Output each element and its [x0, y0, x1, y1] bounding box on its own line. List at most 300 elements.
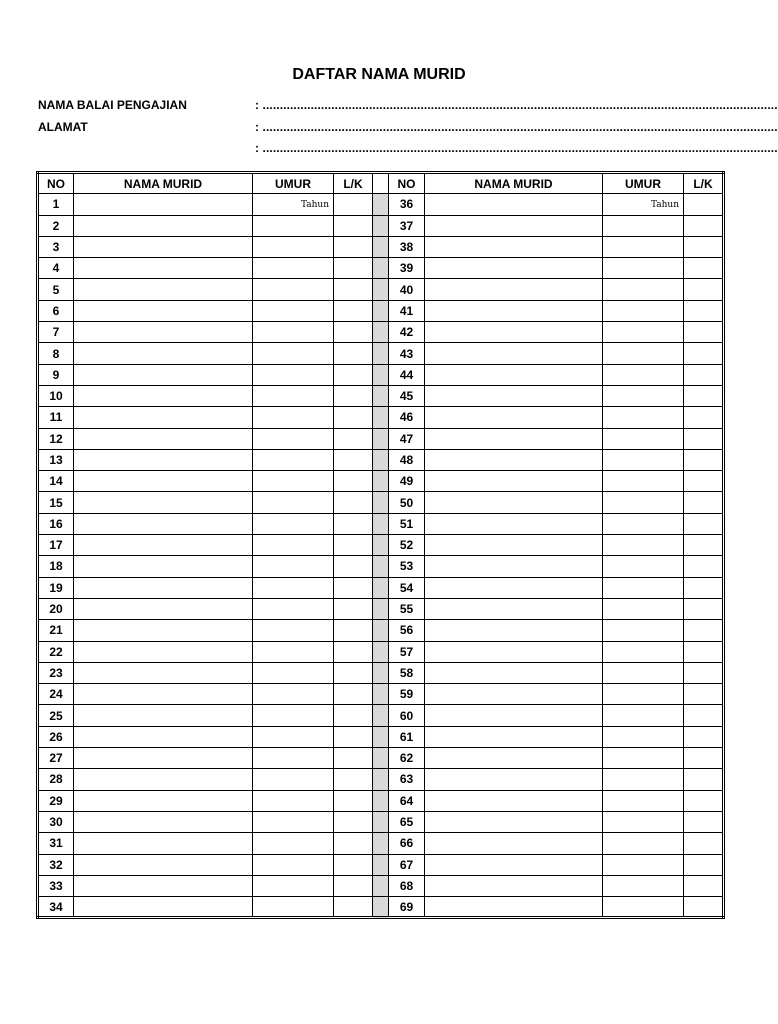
no-cell: 32 [38, 854, 74, 875]
gender-cell [684, 662, 724, 683]
table-header-row [38, 173, 724, 194]
gender-cell [684, 364, 724, 385]
no-cell: 52 [389, 535, 425, 556]
no-cell: 28 [38, 769, 74, 790]
gender-cell [684, 875, 724, 896]
name-cell [425, 279, 603, 300]
table-row [38, 513, 724, 534]
age-cell [253, 556, 334, 577]
separator-cell [373, 428, 389, 449]
no-cell: 47 [389, 428, 425, 449]
table-row [38, 662, 724, 683]
separator-cell [373, 215, 389, 236]
name-cell [425, 428, 603, 449]
gender-cell [684, 556, 724, 577]
gender-cell [684, 513, 724, 534]
no-cell: 65 [389, 811, 425, 832]
separator-cell [373, 535, 389, 556]
no-cell: 38 [389, 236, 425, 257]
separator-cell [373, 513, 389, 534]
age-cell [253, 279, 334, 300]
age-cell [253, 385, 334, 406]
separator-cell [373, 343, 389, 364]
separator-cell [373, 790, 389, 811]
table-row [38, 364, 724, 385]
name-cell [425, 194, 603, 215]
no-cell: 24 [38, 684, 74, 705]
name-cell [74, 513, 253, 534]
header-gender: L/K [334, 173, 373, 194]
name-cell [425, 258, 603, 279]
age-cell [603, 385, 684, 406]
name-cell [425, 449, 603, 470]
header-separator [373, 173, 389, 194]
age-cell [603, 364, 684, 385]
separator-cell [373, 556, 389, 577]
age-cell [603, 258, 684, 279]
separator-cell [373, 854, 389, 875]
table-row [38, 236, 724, 257]
gender-cell [684, 215, 724, 236]
gender-cell [684, 769, 724, 790]
name-cell [425, 407, 603, 428]
gender-cell [334, 300, 373, 321]
table-row [38, 833, 724, 854]
name-cell [74, 684, 253, 705]
age-cell [603, 513, 684, 534]
no-cell: 17 [38, 535, 74, 556]
table-row [38, 769, 724, 790]
gender-cell [334, 620, 373, 641]
name-cell [425, 300, 603, 321]
no-cell: 10 [38, 385, 74, 406]
age-cell [253, 748, 334, 769]
age-cell [603, 535, 684, 556]
field-alamat [38, 119, 778, 135]
age-cell [253, 513, 334, 534]
age-cell [603, 684, 684, 705]
gender-cell [684, 322, 724, 343]
no-cell: 46 [389, 407, 425, 428]
gender-cell [334, 897, 373, 918]
gender-cell [334, 662, 373, 683]
gender-cell [684, 343, 724, 364]
age-cell [253, 364, 334, 385]
name-cell [74, 385, 253, 406]
age-cell [603, 641, 684, 662]
name-cell [74, 407, 253, 428]
table-row [38, 343, 724, 364]
no-cell: 15 [38, 492, 74, 513]
no-cell: 56 [389, 620, 425, 641]
name-cell [425, 343, 603, 364]
name-cell [74, 535, 253, 556]
table-row [38, 471, 724, 492]
name-cell [425, 875, 603, 896]
name-cell [425, 726, 603, 747]
gender-cell [684, 279, 724, 300]
gender-cell [334, 407, 373, 428]
no-cell: 64 [389, 790, 425, 811]
separator-cell [373, 641, 389, 662]
no-cell: 1 [38, 194, 74, 215]
age-cell [603, 556, 684, 577]
age-cell [253, 407, 334, 428]
name-cell [425, 471, 603, 492]
age-cell [253, 449, 334, 470]
name-cell [74, 811, 253, 832]
no-cell: 2 [38, 215, 74, 236]
age-cell [253, 577, 334, 598]
age-cell [253, 854, 334, 875]
age-cell [253, 535, 334, 556]
gender-cell [334, 215, 373, 236]
name-cell [425, 556, 603, 577]
separator-cell [373, 471, 389, 492]
name-cell [74, 215, 253, 236]
no-cell: 16 [38, 513, 74, 534]
table-row [38, 385, 724, 406]
age-unit-label: Tahun [650, 200, 679, 211]
age-cell [253, 833, 334, 854]
no-cell: 44 [389, 364, 425, 385]
gender-cell [684, 194, 724, 215]
gender-cell [684, 385, 724, 406]
no-cell: 48 [389, 449, 425, 470]
name-cell [425, 535, 603, 556]
no-cell: 67 [389, 854, 425, 875]
no-cell: 11 [38, 407, 74, 428]
age-cell [603, 705, 684, 726]
table-row [38, 705, 724, 726]
age-cell [603, 492, 684, 513]
age-cell [253, 194, 334, 215]
gender-cell [334, 279, 373, 300]
table-row [38, 875, 724, 896]
name-cell [425, 684, 603, 705]
table-row [38, 194, 724, 215]
gender-cell [684, 833, 724, 854]
age-cell [603, 833, 684, 854]
gender-cell [334, 811, 373, 832]
gender-cell [334, 428, 373, 449]
separator-cell [373, 598, 389, 619]
no-cell: 31 [38, 833, 74, 854]
age-cell [253, 897, 334, 918]
name-cell [425, 705, 603, 726]
age-cell [253, 620, 334, 641]
age-cell [253, 215, 334, 236]
name-cell [425, 215, 603, 236]
name-cell [425, 513, 603, 534]
name-cell [74, 790, 253, 811]
separator-cell [373, 577, 389, 598]
name-cell [74, 428, 253, 449]
table-row [38, 641, 724, 662]
age-cell [603, 811, 684, 832]
separator-cell [373, 322, 389, 343]
gender-cell [334, 194, 373, 215]
age-cell [603, 598, 684, 619]
gender-cell [334, 322, 373, 343]
age-cell [253, 598, 334, 619]
name-cell [74, 300, 253, 321]
name-cell [425, 897, 603, 918]
age-cell [603, 279, 684, 300]
table-row [38, 258, 724, 279]
age-cell [603, 215, 684, 236]
age-cell [253, 662, 334, 683]
name-cell [425, 769, 603, 790]
name-cell [74, 364, 253, 385]
no-cell: 27 [38, 748, 74, 769]
age-cell [253, 236, 334, 257]
name-cell [425, 790, 603, 811]
gender-cell [334, 556, 373, 577]
name-cell [74, 748, 253, 769]
age-cell [603, 897, 684, 918]
age-cell [253, 641, 334, 662]
name-cell [74, 471, 253, 492]
gender-cell [334, 854, 373, 875]
header-age: UMUR [253, 173, 334, 194]
age-cell [253, 300, 334, 321]
header-name: NAMA MURID [425, 173, 603, 194]
age-cell [253, 790, 334, 811]
no-cell: 69 [389, 897, 425, 918]
header-name: NAMA MURID [74, 173, 253, 194]
name-cell [74, 897, 253, 918]
separator-cell [373, 385, 389, 406]
name-cell [425, 385, 603, 406]
gender-cell [334, 471, 373, 492]
gender-cell [334, 577, 373, 598]
age-cell [603, 471, 684, 492]
name-cell [425, 364, 603, 385]
gender-cell [334, 598, 373, 619]
separator-cell [373, 897, 389, 918]
no-cell: 50 [389, 492, 425, 513]
no-cell: 42 [389, 322, 425, 343]
separator-cell [373, 662, 389, 683]
table-row [38, 279, 724, 300]
age-cell [253, 322, 334, 343]
no-cell: 63 [389, 769, 425, 790]
name-cell [425, 811, 603, 832]
document-title: DAFTAR NAMA MURID [292, 66, 466, 83]
gender-cell [684, 577, 724, 598]
separator-cell [373, 364, 389, 385]
table-row [38, 577, 724, 598]
separator-cell [373, 449, 389, 470]
gender-cell [334, 748, 373, 769]
field-label: NAMA BALAI PENGAJIAN [38, 98, 187, 112]
separator-cell [373, 811, 389, 832]
no-cell: 13 [38, 449, 74, 470]
age-cell [253, 471, 334, 492]
table-row [38, 854, 724, 875]
gender-cell [334, 641, 373, 662]
age-cell [253, 343, 334, 364]
header-no: NO [38, 173, 74, 194]
table-body [38, 194, 724, 918]
no-cell: 61 [389, 726, 425, 747]
gender-cell [684, 535, 724, 556]
gender-cell [684, 492, 724, 513]
no-cell: 7 [38, 322, 74, 343]
gender-cell [334, 833, 373, 854]
age-cell [253, 811, 334, 832]
name-cell [74, 279, 253, 300]
field-dotted-line: : ...................................................................................................................................................... [255, 141, 778, 155]
age-cell [603, 428, 684, 449]
gender-cell [684, 471, 724, 492]
gender-cell [334, 875, 373, 896]
age-cell [603, 769, 684, 790]
name-cell [74, 598, 253, 619]
gender-cell [334, 343, 373, 364]
name-cell [74, 875, 253, 896]
header-no: NO [389, 173, 425, 194]
table-row [38, 535, 724, 556]
age-unit-label: Tahun [300, 200, 329, 211]
table-row [38, 726, 724, 747]
gender-cell [334, 535, 373, 556]
age-cell [253, 769, 334, 790]
name-cell [74, 662, 253, 683]
gender-cell [334, 790, 373, 811]
no-cell: 68 [389, 875, 425, 896]
age-cell [603, 300, 684, 321]
age-cell [603, 748, 684, 769]
age-cell [603, 662, 684, 683]
name-cell [74, 258, 253, 279]
name-cell [74, 726, 253, 747]
separator-cell [373, 875, 389, 896]
field-label: ALAMAT [38, 120, 88, 134]
no-cell: 33 [38, 875, 74, 896]
no-cell: 57 [389, 641, 425, 662]
separator-cell [373, 726, 389, 747]
gender-cell [684, 897, 724, 918]
gender-cell [684, 684, 724, 705]
age-cell [253, 726, 334, 747]
no-cell: 9 [38, 364, 74, 385]
table-row [38, 449, 724, 470]
table-row [38, 300, 724, 321]
name-cell [74, 449, 253, 470]
age-cell [603, 620, 684, 641]
separator-cell [373, 620, 389, 641]
no-cell: 14 [38, 471, 74, 492]
gender-cell [684, 854, 724, 875]
separator-cell [373, 407, 389, 428]
gender-cell [334, 769, 373, 790]
name-cell [74, 577, 253, 598]
gender-cell [684, 300, 724, 321]
gender-cell [684, 726, 724, 747]
table-row [38, 620, 724, 641]
no-cell: 60 [389, 705, 425, 726]
name-cell [74, 556, 253, 577]
no-cell: 18 [38, 556, 74, 577]
gender-cell [334, 705, 373, 726]
no-cell: 34 [38, 897, 74, 918]
name-cell [425, 492, 603, 513]
student-roster-table [36, 171, 725, 919]
separator-cell [373, 279, 389, 300]
no-cell: 23 [38, 662, 74, 683]
name-cell [425, 748, 603, 769]
separator-cell [373, 684, 389, 705]
name-cell [74, 620, 253, 641]
table-row [38, 811, 724, 832]
table-row [38, 407, 724, 428]
age-cell [603, 854, 684, 875]
name-cell [74, 854, 253, 875]
gender-cell [684, 258, 724, 279]
field-dotted-line: : ...................................................................................................................................................... [255, 98, 778, 112]
name-cell [425, 662, 603, 683]
no-cell: 5 [38, 279, 74, 300]
no-cell: 25 [38, 705, 74, 726]
separator-cell [373, 300, 389, 321]
gender-cell [334, 364, 373, 385]
gender-cell [334, 726, 373, 747]
gender-cell [334, 236, 373, 257]
separator-cell [373, 236, 389, 257]
table-row [38, 492, 724, 513]
age-cell [603, 343, 684, 364]
separator-cell [373, 258, 389, 279]
no-cell: 6 [38, 300, 74, 321]
no-cell: 37 [389, 215, 425, 236]
no-cell: 41 [389, 300, 425, 321]
gender-cell [684, 620, 724, 641]
age-cell [603, 322, 684, 343]
no-cell: 30 [38, 811, 74, 832]
no-cell: 43 [389, 343, 425, 364]
gender-cell [684, 407, 724, 428]
gender-cell [334, 492, 373, 513]
name-cell [425, 236, 603, 257]
gender-cell [334, 449, 373, 470]
no-cell: 26 [38, 726, 74, 747]
age-cell [253, 705, 334, 726]
table-row [38, 748, 724, 769]
table-row [38, 684, 724, 705]
name-cell [74, 343, 253, 364]
name-cell [74, 641, 253, 662]
no-cell: 59 [389, 684, 425, 705]
no-cell: 58 [389, 662, 425, 683]
gender-cell [334, 513, 373, 534]
table-row [38, 556, 724, 577]
age-cell [603, 407, 684, 428]
age-cell [603, 449, 684, 470]
age-cell [253, 875, 334, 896]
no-cell: 4 [38, 258, 74, 279]
table-row [38, 215, 724, 236]
field-balai-pengajian [38, 97, 778, 113]
no-cell: 40 [389, 279, 425, 300]
name-cell [425, 641, 603, 662]
no-cell: 29 [38, 790, 74, 811]
separator-cell [373, 705, 389, 726]
gender-cell [334, 385, 373, 406]
gender-cell [684, 236, 724, 257]
age-cell [603, 726, 684, 747]
